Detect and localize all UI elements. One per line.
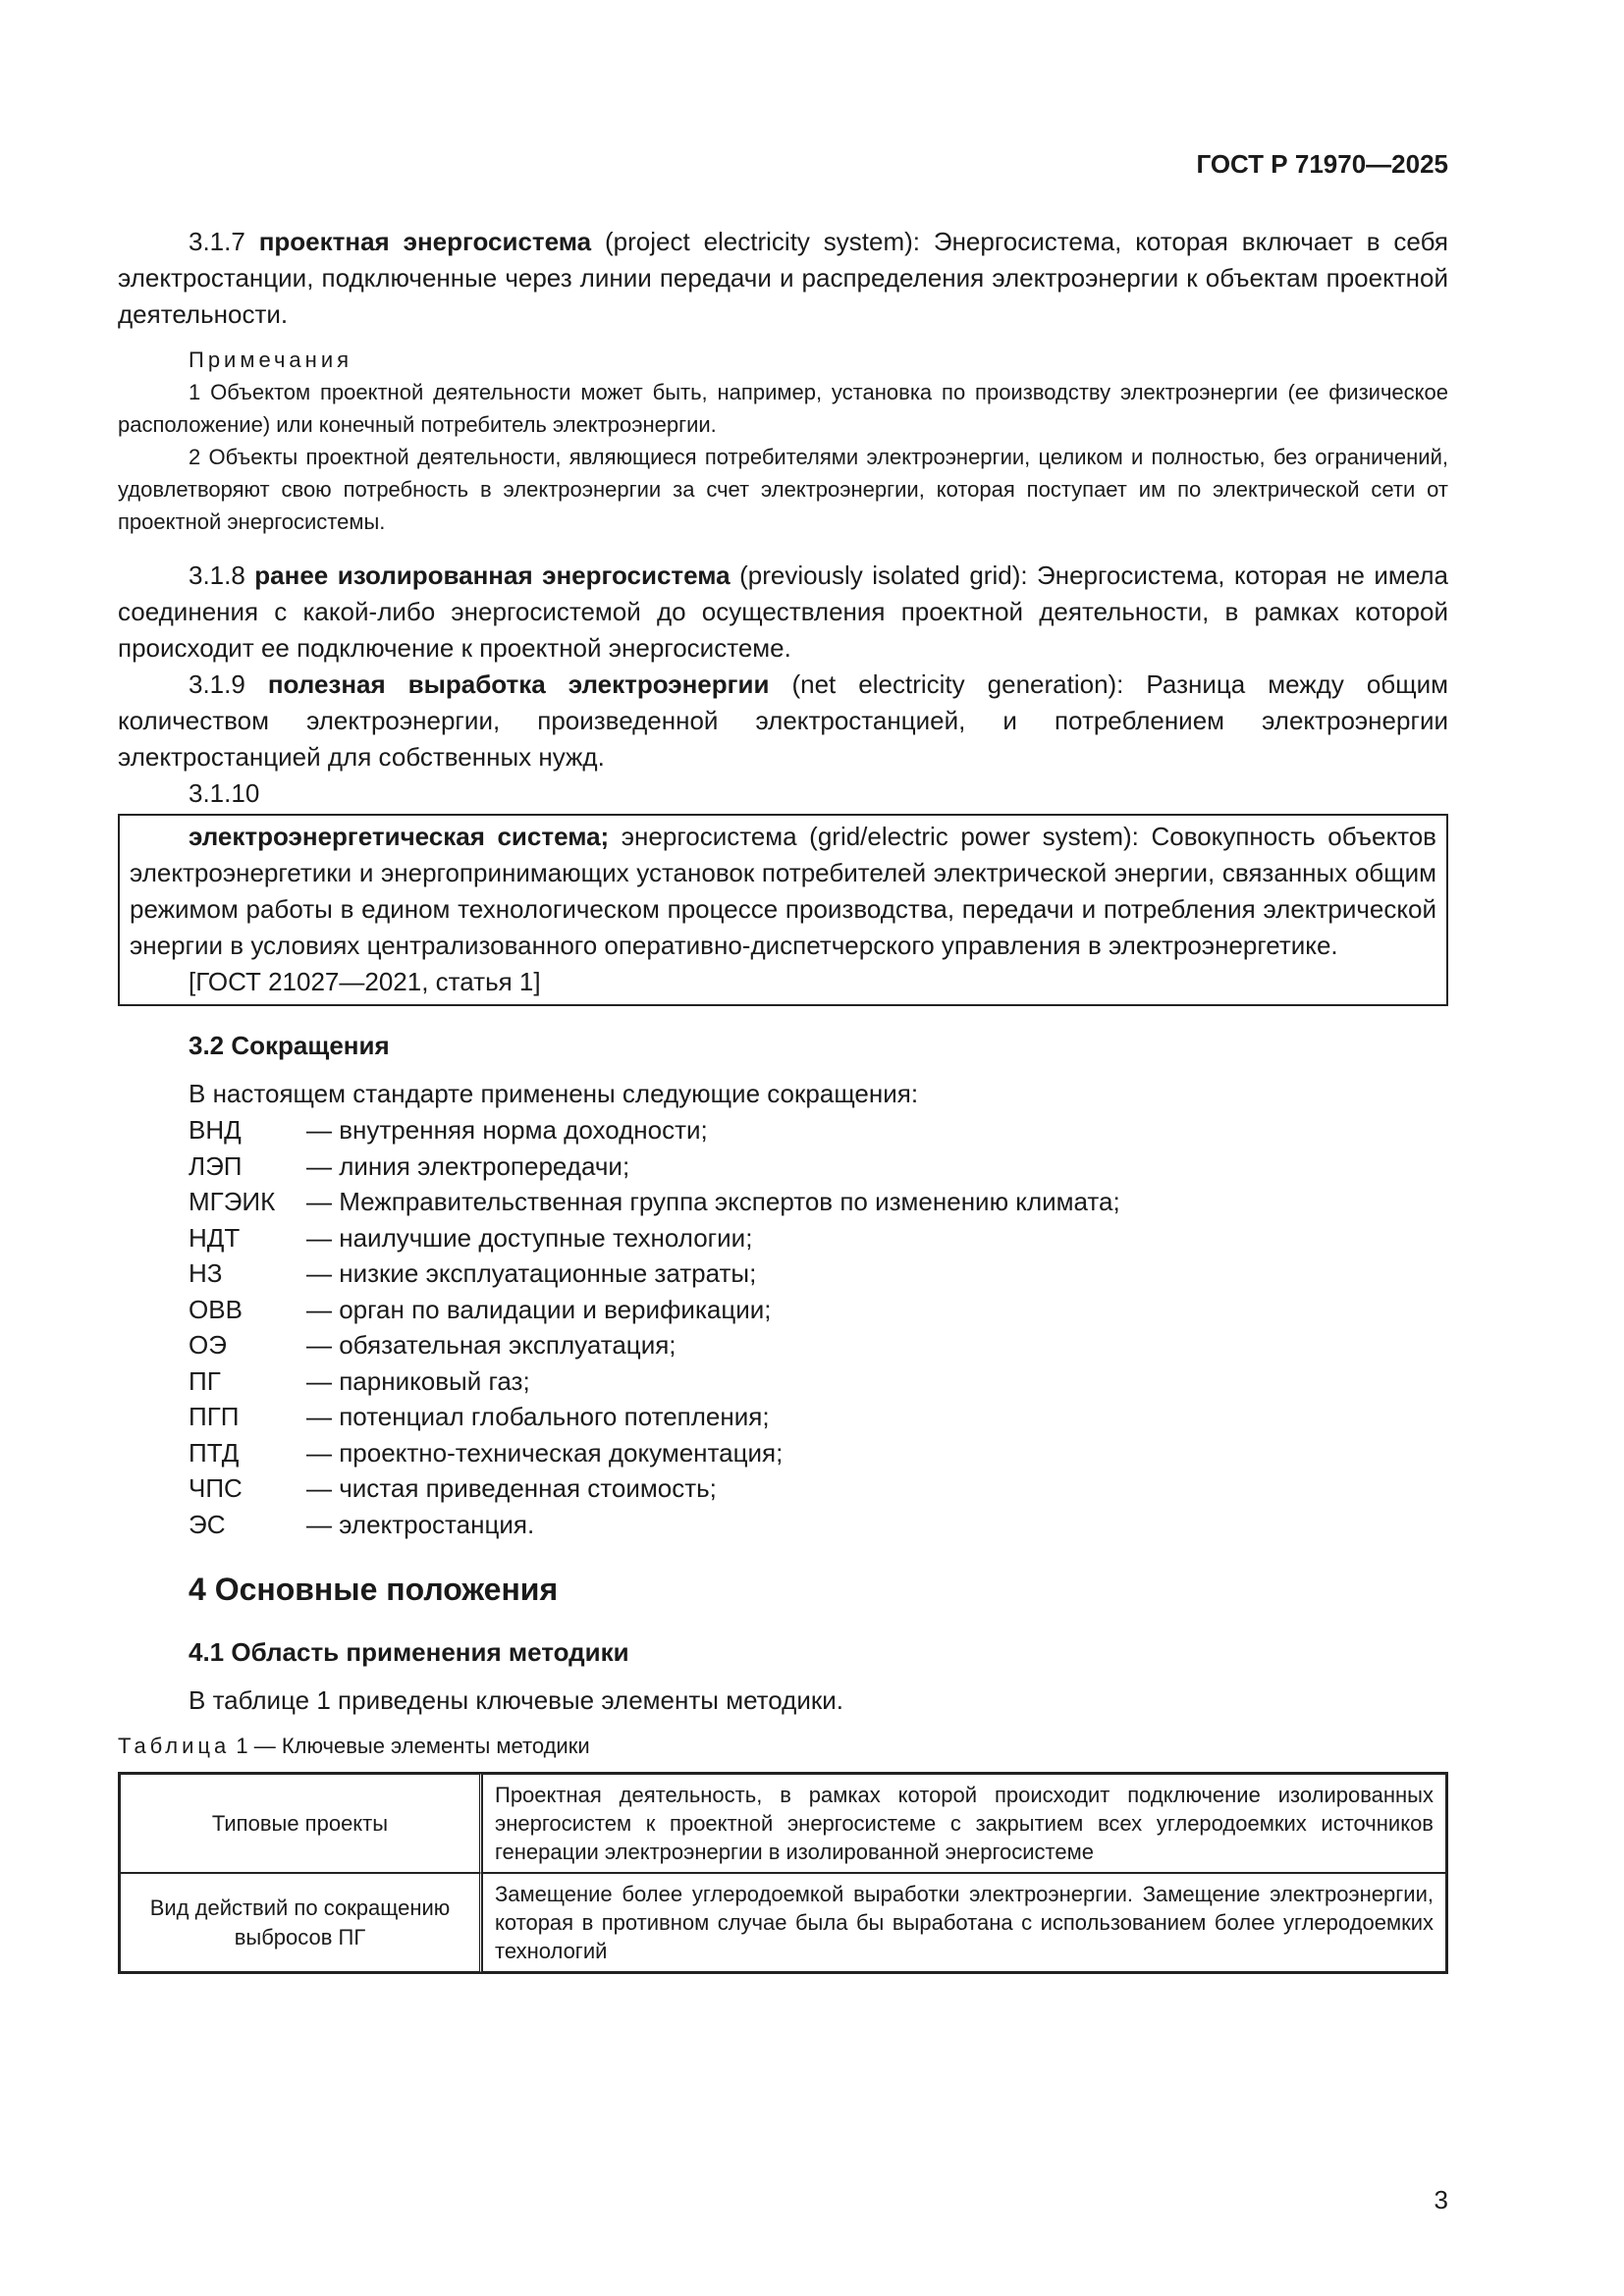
- term-definition: (net electricity generation): Разница между общим количеством электроэнергии, произведенной электростанцией, и потреблением электроэнергии электростанцией для собственных нужд.: [118, 669, 1448, 772]
- term-number: 3.1.7: [189, 227, 245, 256]
- abbreviation-row: [189, 1184, 1448, 1220]
- abbreviation-description: — наилучшие доступные технологии;: [306, 1222, 753, 1253]
- abbreviation-row: [189, 1363, 1448, 1400]
- abbreviation-code: МГЭИК: [189, 1187, 276, 1216]
- abbreviation-description: — чистая приведенная стоимость;: [306, 1473, 717, 1503]
- abbreviations-intro: В настоящем стандарте применены следующие сокращения:: [189, 1079, 919, 1108]
- abbreviation-description: — линия электропередачи;: [306, 1150, 630, 1181]
- term-definition: энергосистема (grid/electric power system): Совокупность объектов электроэнергетики и энергопринимающих установок потребителей электрической энергии, связанных общим режимом работы в едином технологическом процессе производства, передачи и потребления электрической энергии в условиях централизованного оперативно-диспетчерского управления в электроэнергетике.: [130, 822, 1436, 960]
- table-row-label: Вид действий по сокращению выбросов ПГ: [120, 1873, 482, 1972]
- abbreviation-row: [189, 1148, 1448, 1185]
- abbreviation-description: — низкие эксплуатационные затраты;: [306, 1258, 757, 1288]
- key-elements-table: [118, 1772, 1448, 1974]
- abbreviation-row: [189, 1435, 1448, 1471]
- term-3-1-9: [118, 667, 1448, 775]
- abbreviation-row: [189, 1470, 1448, 1507]
- section-4-heading: 4 Основные положения: [189, 1572, 559, 1607]
- page-number: 3: [1434, 2185, 1448, 2215]
- abbreviation-code: ЛЭП: [189, 1150, 243, 1181]
- abbreviation-description: — орган по валидации и верификации;: [306, 1294, 772, 1324]
- document-id-header: ГОСТ Р 71970—2025: [1196, 149, 1448, 179]
- page-content: [118, 224, 1448, 1974]
- abbreviation-code: ОЭ: [189, 1330, 227, 1360]
- term-name: электроэнергетическая система;: [189, 822, 610, 851]
- abbreviation-row: [189, 1220, 1448, 1256]
- quoted-definition-box: [118, 814, 1448, 1006]
- term-number: 3.1.9: [189, 669, 245, 699]
- term-name: проектная энергосистема: [258, 227, 592, 256]
- table-caption: [118, 1731, 1448, 1762]
- abbreviation-description: — внутренняя норма доходности;: [306, 1115, 708, 1145]
- abbreviation-code: ПГП: [189, 1402, 240, 1431]
- note-2: 2 Объекты проектной деятельности, являющиеся потребителями электроэнергии, целиком и полностью, без ограничений, удовлетворяют свою потребность в электроэнергии за счет электроэнергии, которая поступает им по электрической сети от проектной энергосистемы.: [118, 445, 1448, 534]
- abbreviation-code: ЭС: [189, 1509, 226, 1539]
- abbreviation-row: [189, 1399, 1448, 1435]
- abbreviation-code: ОВВ: [189, 1294, 243, 1324]
- abbreviation-row: [189, 1255, 1448, 1292]
- abbreviations-heading: 3.2 Сокращения: [189, 1031, 390, 1060]
- abbreviation-code: ВНД: [189, 1115, 242, 1145]
- term-3-1-10-number: 3.1.10: [189, 778, 260, 808]
- abbreviations-list: [118, 1112, 1448, 1542]
- abbreviation-description: — электростанция.: [306, 1509, 535, 1539]
- abbreviation-row: [189, 1112, 1448, 1148]
- notes-block: [118, 345, 1448, 538]
- table-caption-prefix: Таблица: [118, 1734, 231, 1758]
- abbreviation-description: — парниковый газ;: [306, 1365, 530, 1396]
- table-row: [120, 1873, 1446, 1972]
- table-row-label: Типовые проекты: [120, 1774, 482, 1873]
- abbreviation-description: — потенциал глобального потепления;: [306, 1402, 770, 1431]
- abbreviation-code: ПТД: [189, 1437, 240, 1468]
- term-name: ранее изолированная энергосистема: [254, 561, 731, 590]
- abbreviation-description: — обязательная эксплуатация;: [306, 1330, 677, 1360]
- table-caption-title: 1 — Ключевые элементы методики: [230, 1734, 590, 1758]
- section-4-1-heading: 4.1 Область применения методики: [189, 1637, 629, 1667]
- abbreviation-code: НЗ: [189, 1258, 223, 1288]
- term-definition: (project electricity system): Энергосистема, которая включает в себя электростанции, подключенные через линии передачи и распределения электроэнергии к объектам проектной деятельности.: [118, 227, 1448, 329]
- term-3-1-7: [118, 224, 1448, 333]
- abbreviation-code: ЧПС: [189, 1473, 243, 1503]
- abbreviation-description: — Межправительственная группа экспертов по изменению климата;: [306, 1187, 1120, 1216]
- section-4-1-intro: В таблице 1 приведены ключевые элементы методики.: [189, 1685, 843, 1715]
- abbreviation-code: ПГ: [189, 1365, 221, 1396]
- term-definition: (previously isolated grid): Энергосистема, которая не имела соединения с какой-либо энергосистемой до осуществления проектной деятельности, в рамках которой происходит ее подключение к проектной энергосистеме.: [118, 561, 1448, 663]
- term-number: 3.1.8: [189, 561, 245, 590]
- note-1: 1 Объектом проектной деятельности может быть, например, установка по производству электроэнергии (ее физическое расположение) или конечный потребитель электроэнергии.: [118, 380, 1448, 437]
- abbreviation-row: [189, 1507, 1448, 1543]
- abbreviation-row: [189, 1292, 1448, 1328]
- term-3-1-8: [118, 558, 1448, 667]
- abbreviation-description: — проектно-техническая документация;: [306, 1437, 784, 1468]
- table-row: [120, 1774, 1446, 1873]
- table-row-value: Замещение более углеродоемкой выработки электроэнергии. Замещение электроэнергии, которая в противном случае была бы выработана с использованием более углеродоемких технологий: [482, 1873, 1446, 1972]
- notes-title: Примечания: [189, 347, 353, 372]
- term-name: полезная выработка электроэнергии: [267, 669, 770, 699]
- definition-reference: [ГОСТ 21027—2021, статья 1]: [189, 967, 541, 996]
- term-3-1-10: [130, 819, 1436, 964]
- table-row-value: Проектная деятельность, в рамках которой происходит подключение изолированных энергосистем к проектной энергосистеме с закрытием всех углеродоемких источников генерации электроэнергии в изолированной энергосистеме: [482, 1774, 1446, 1873]
- abbreviation-code: НДТ: [189, 1222, 241, 1253]
- abbreviation-row: [189, 1327, 1448, 1363]
